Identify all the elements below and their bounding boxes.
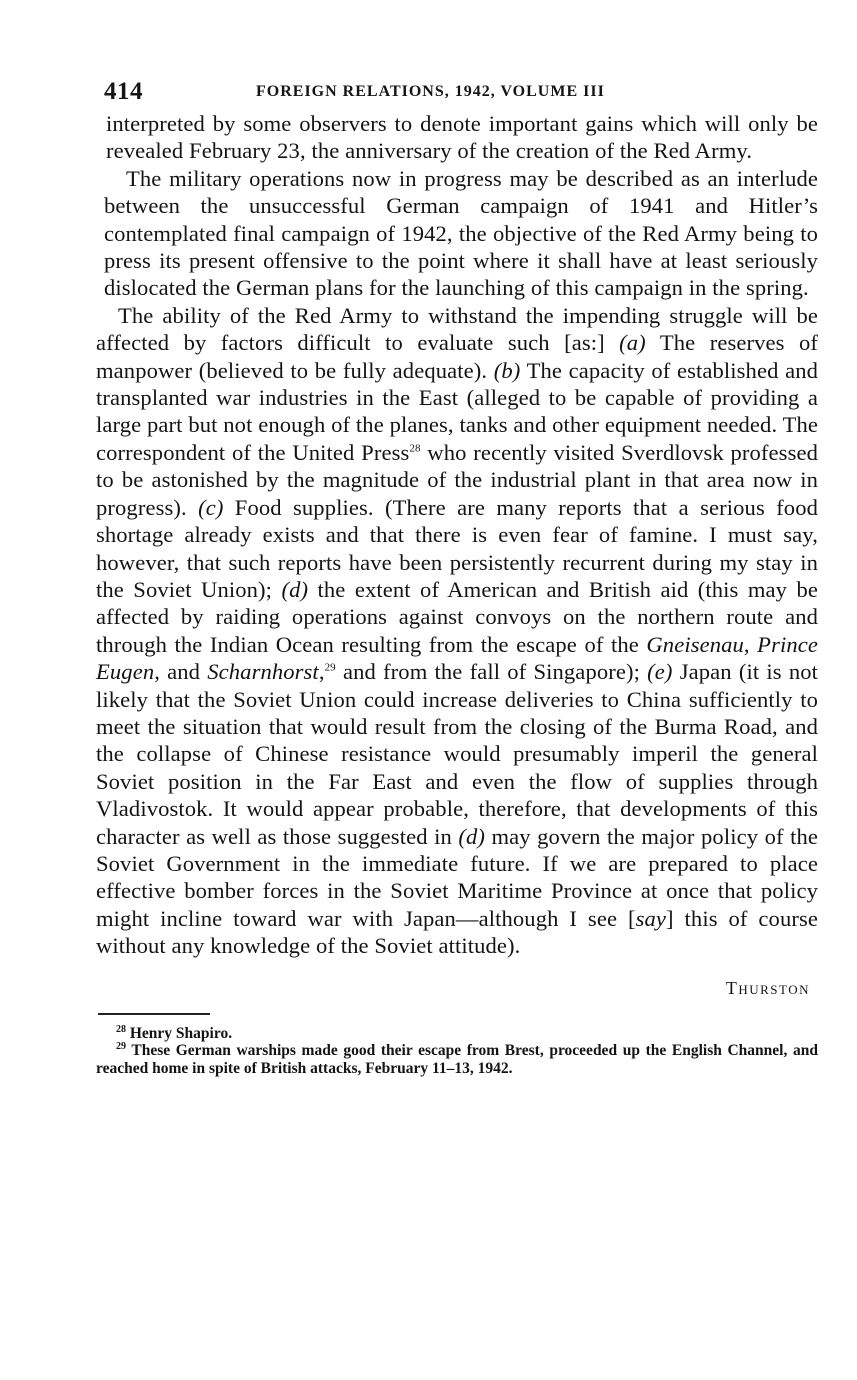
- footnote-28-text: Henry Shapiro.: [129, 1024, 233, 1042]
- p3-text: The capacity of established and transplanted war industries in the East (alleged to be capable of providing a large part but not enough of the planes, tanks and other equipment needed. The correspondent of the United Press: [96, 357, 819, 465]
- p3-text: The ability of the Red Army to withstand the impending struggle will be affected by factors difficult to evaluate such [as:]: [96, 302, 818, 356]
- paragraph-1: interpreted by some observers to denote important gains which will only be revealed February 23, the anniversary of the creation of the Red Army.: [106, 111, 818, 164]
- ship-name: Gneisenau: [646, 631, 744, 657]
- page-number: 414: [104, 78, 143, 105]
- p3-text: may govern the major policy of the Soviet Government in the immediate future. If we are prepared to place effective bomber forces in the Soviet Maritime Province at once that policy might incline toward war with Japan—although I see [: [96, 823, 818, 931]
- footnotes: [96, 1025, 818, 1078]
- signature-row: [96, 978, 818, 999]
- footnote-29-mark: 29: [116, 1040, 126, 1052]
- enum-d-ref: (d): [458, 823, 485, 849]
- editorial-insert: say: [635, 905, 667, 931]
- p3-text: and from the fall of Singapore);: [335, 659, 648, 685]
- running-head: [96, 72, 818, 110]
- enum-c: (c): [198, 494, 224, 520]
- p3-text: The reserves of manpower (believed to be fully adequate).: [96, 330, 818, 383]
- paragraph-3: [96, 302, 818, 960]
- p3-text: the extent of American and British aid (this may be affected by raiding operations against convoys on the northern route and through the Indian Ocean resulting from the escape of the: [96, 576, 818, 657]
- ship-name: Prince Eugen: [96, 631, 818, 685]
- p3-text: ,: [318, 659, 325, 685]
- footnote-29: [96, 1042, 818, 1077]
- document-page: [96, 72, 818, 1077]
- ship-name: Scharnhorst: [207, 659, 319, 685]
- p3-text: who recently visited Sverdlovsk professed to be astonished by the magnitude of the industrial plant in that area now in progress).: [96, 439, 818, 520]
- signature: Thurston: [725, 977, 810, 998]
- footnote-rule: [98, 1013, 210, 1015]
- running-title: FOREIGN RELATIONS, 1942, VOLUME III: [256, 83, 605, 100]
- p3-text: Food supplies. (There are many reports that a serious food shortage already exists and that there is even fear of famine. I must say, however, that such reports have been persistently recurrent during my stay in the Soviet Union);: [96, 494, 818, 602]
- p3-text: ] this of course without any knowledge of the Soviet attitude).: [96, 905, 818, 959]
- footnote-ref-29: 29: [324, 661, 336, 674]
- footnote-ref-28: 28: [409, 442, 421, 455]
- enum-e: (e): [647, 659, 673, 685]
- body-text: [96, 110, 818, 960]
- footnote-29-text: These German warships made good their escape from Brest, proceeded up the English Channel, and reached home in spite of British attacks, February 11–13, 1942.: [96, 1042, 818, 1077]
- paragraph-2: The military operations now in progress may be described as an interlude between the unsuccessful German campaign of 1941 and Hitler’s contemplated final campaign of 1942, the objective of the Red Army being to press its present offensive to the point where it shall have at least seriously dislocated the German plans for the launching of this campaign in the spring.: [104, 165, 818, 301]
- footnote-28: [96, 1025, 818, 1043]
- p3-text: ,: [743, 631, 758, 657]
- footnote-28-mark: 28: [116, 1023, 126, 1035]
- enum-b: (b): [493, 357, 521, 383]
- enum-a: (a): [619, 330, 646, 356]
- p3-text: , and: [154, 659, 208, 685]
- enum-d: (d): [281, 576, 309, 602]
- p3-text: Japan (it is not likely that the Soviet Union could increase deliveries to China sufficiently to meet the situation that would result from the closing of the Burma Road, and the collapse of Chinese resistance would presumably imperil the general Soviet position in the Far East and even the flow of supplies through Vladivostok. It would appear probable, therefore, that developments of this character as well as those suggested in: [96, 659, 818, 849]
